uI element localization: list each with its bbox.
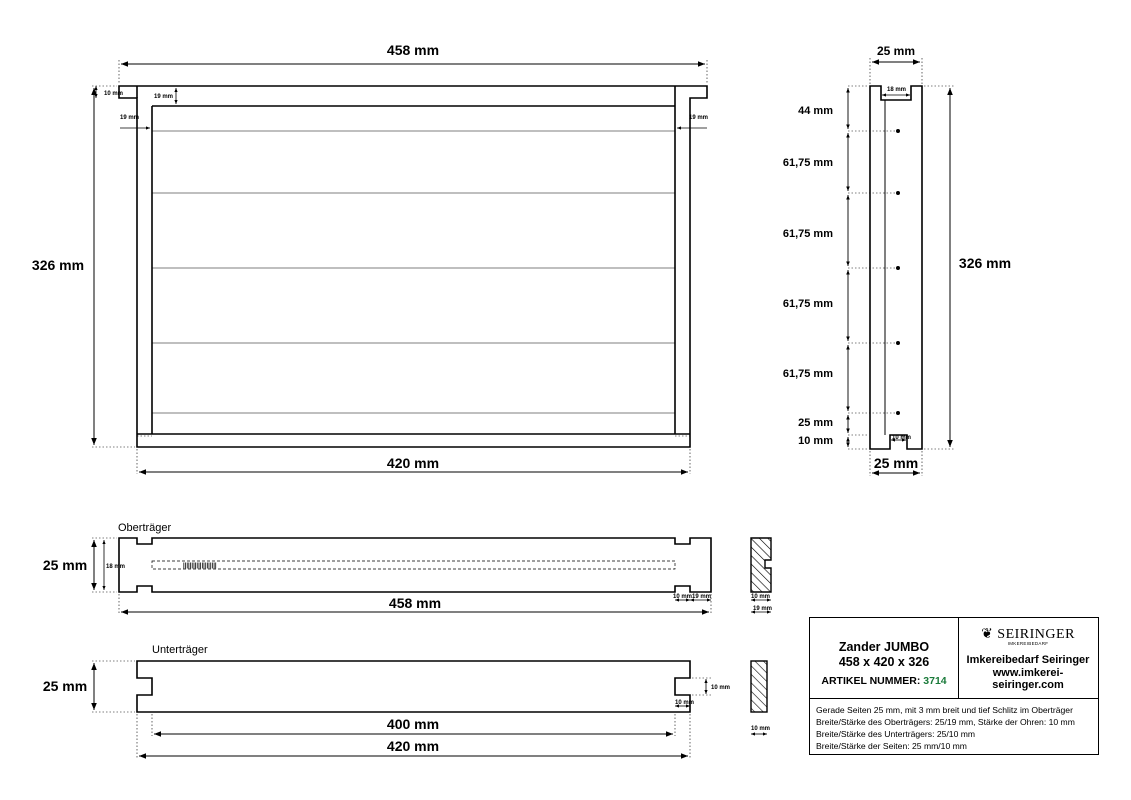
dim-spacing-10: 10 mm bbox=[798, 435, 833, 447]
product-dimensions: 458 x 420 x 326 bbox=[838, 655, 930, 669]
dim-front-height: 326 mm bbox=[31, 257, 85, 273]
info-product bbox=[810, 618, 959, 698]
article-label: ARTIKEL NUMMER: bbox=[821, 675, 924, 687]
article-number-row bbox=[810, 675, 958, 687]
info-company bbox=[958, 618, 1098, 698]
product-name: Zander JUMBO bbox=[838, 640, 930, 654]
dim-topbar-height: 25 mm bbox=[42, 557, 88, 573]
bee-icon: ❦ bbox=[981, 627, 994, 642]
side-bar-outline bbox=[870, 86, 922, 449]
dim-topbar-slot: 18 mm bbox=[106, 564, 126, 570]
top-bar-barcode: |||||||||||||||||||| bbox=[183, 563, 217, 569]
company-website: www.imkerei-seiringer.com bbox=[992, 667, 1064, 691]
dim-topbar-thickness: 19 mm bbox=[154, 94, 174, 100]
desc-line-4: Breite/Stärke der Seiten: 25 mm/10 mm bbox=[816, 741, 967, 751]
bottom-bar-cross-section bbox=[751, 661, 767, 712]
dim-spacing-3: 61,75 mm bbox=[782, 298, 833, 310]
frame-top-bar-outline bbox=[119, 86, 707, 447]
dim-spacing-2: 61,75 mm bbox=[782, 228, 833, 240]
dim-spacing-4: 61,75 mm bbox=[782, 368, 833, 380]
dim-bottombar-ear: 10 mm bbox=[711, 685, 731, 691]
dim-bottombar-notch: 10 mm bbox=[675, 700, 695, 706]
info-box bbox=[809, 617, 1099, 755]
desc-line-2: Breite/Stärke des Oberträgers: 25/19 mm, Stärke der Ohren: 10 mm bbox=[816, 717, 1075, 727]
front-view bbox=[92, 60, 707, 474]
dim-spacing-44: 44 mm bbox=[798, 105, 833, 117]
dim-spacing-1: 61,75 mm bbox=[782, 157, 833, 169]
side-view bbox=[848, 58, 954, 476]
dim-front-inner: 420 mm bbox=[386, 455, 440, 471]
dim-cross-10: 10 mm bbox=[751, 594, 771, 600]
desc-line-3: Breite/Stärke des Unterträgers: 25/10 mm bbox=[816, 729, 976, 739]
dim-bottombar-400: 400 mm bbox=[386, 716, 440, 732]
dim-bottombar-height: 25 mm bbox=[42, 678, 88, 694]
article-number: 3714 bbox=[923, 675, 947, 687]
company-name: Imkereibedarf Seiringer bbox=[966, 654, 1090, 666]
dim-side-left: 19 mm bbox=[120, 115, 140, 121]
label-top-bar: Oberträger bbox=[118, 522, 172, 534]
top-bar-cross-section bbox=[751, 538, 771, 592]
dim-side-width-top: 25 mm bbox=[876, 44, 916, 58]
dim-side-width-bottom: 25 mm bbox=[873, 455, 919, 471]
dim-topbar-ear: 10 mm bbox=[673, 594, 693, 600]
dim-spacing-25: 25 mm bbox=[798, 417, 833, 429]
dim-front-width: 458 mm bbox=[386, 42, 440, 58]
dim-topbar-end: 19 mm bbox=[692, 594, 712, 600]
dim-side-right: 19 mm bbox=[689, 115, 709, 121]
dim-topbar-length: 458 mm bbox=[388, 595, 442, 611]
dim-ear: 10 mm bbox=[104, 91, 124, 97]
dim-side-bottom-slot: 10 mm bbox=[892, 435, 912, 441]
dim-side-height: 326 mm bbox=[958, 255, 1012, 271]
info-description bbox=[810, 698, 1098, 754]
dim-cross-19: 19 mm bbox=[753, 606, 773, 612]
logo-subtitle: IMKEREIBEDARF bbox=[1007, 641, 1049, 646]
dim-bottombar-420: 420 mm bbox=[386, 738, 440, 754]
logo-text: SEIRINGER bbox=[997, 627, 1075, 642]
dim-side-slot: 18 mm bbox=[887, 87, 907, 93]
dim-bottombar-cross: 10 mm bbox=[751, 726, 771, 732]
label-bottom-bar: Unterträger bbox=[152, 644, 208, 656]
top-bar-groove bbox=[152, 561, 675, 569]
desc-line-1: Gerade Seiten 25 mm, mit 3 mm breit und tief Schlitz im Oberträger bbox=[816, 705, 1073, 715]
bottom-bar-outline bbox=[137, 661, 690, 712]
